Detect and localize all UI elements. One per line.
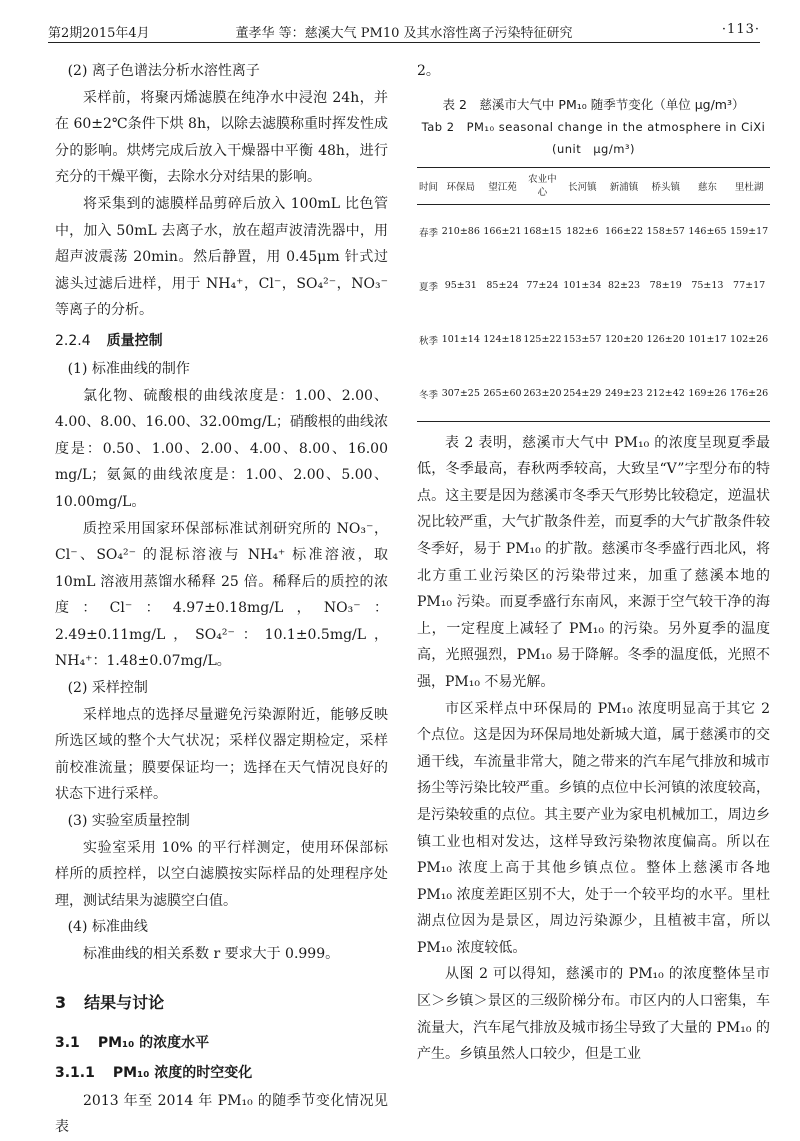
table-cell: 166±21 [483, 226, 522, 238]
table-header-cell: 环保局 [440, 167, 482, 204]
section-title: 结果与讨论 [84, 992, 165, 1012]
paragraph: 采样前，将聚丙烯滤膜在纯净水中浸泡 24h，并在 60±2℃条件下烘 8h，以除去滤膜称重时挥发性成分的影响。烘烤完成后放入干燥器中平衡 48h，进行充分的干燥平衡，去除水分对结果的影响。 [55, 89, 388, 186]
section-heading-2-2-4 [55, 328, 388, 354]
subheading-sampling-control: (2) 采样控制 [67, 680, 148, 697]
table-cell: 85±24 [486, 280, 519, 292]
subheading-ion-chromatography: (2) 离子色谱法分析水溶性离子 [67, 63, 260, 79]
table-cell: 146±65 [688, 226, 727, 238]
table-cell: 75±13 [691, 280, 724, 292]
paragraph: 氯化物、硫酸根的曲线浓度是：1.00、2.00、4.00、8.00、16.00、32.00mg/L；硝酸根的曲线浓度是：0.50、1.00、2.00、4.00、8.00、16.00 mg/L；氨氮的曲线浓度是：1.00、2.00、5.00、10.00mg/L。 [55, 387, 388, 510]
paragraph: 市区采样点中环保局的 PM₁₀ 浓度明显高于其它 2 个点位。这是因为环保局地处新城大道，属于慈溪市的交通干线，车流量非常大，随之带来的汽车尾气排放和城市扬尘等污染比较严重。乡镇的点位中长河镇的浓度较高，是污染较重的点位。其主要产业为家电机械加工，周边乡镇工业也相对发达，这样导致污染物浓度偏高。所以在 PM₁₀ 浓度上高于其他乡镇点位。整体上慈溪市各地 PM₁₀ 浓度差距区别不大，处于一个较平均的水平。里杜湖点位因为是景区，周边污染源少，且植被丰富，所以 PM₁₀ 浓度较低。 [417, 700, 770, 956]
table-cell: 263±20 [523, 367, 561, 422]
table-cell: 126±20 [646, 334, 685, 346]
table-cell: 159±17 [730, 226, 769, 238]
section-title: PM₁₀ 浓度的时空变化 [112, 1064, 253, 1081]
table-header-cell: 望江苑 [482, 167, 524, 204]
page-number: ·113· [721, 22, 760, 37]
table-cell: 82±23 [607, 280, 641, 292]
table-cell: 153±57 [563, 334, 602, 346]
right-column [417, 58, 770, 1115]
table-header-cell: 里杜湖 [728, 167, 770, 204]
running-title: 董孝华 等：慈溪大气 PM10 及其水溶性离子污染特征研究 [235, 26, 573, 41]
seasonal-pm10-table [417, 167, 770, 422]
left-column [55, 58, 388, 1136]
paragraph-continuation: 2。 [417, 63, 440, 79]
table-caption-unit: (unit μg/m³) [551, 141, 636, 156]
table-cell: 77±17 [733, 280, 766, 292]
table-cell: 78±19 [649, 280, 682, 292]
subheading-lab-quality-control: (3) 实验室质量控制 [67, 813, 190, 830]
table-header-cell: 桥头镇 [645, 167, 687, 204]
table-cell: 101±14 [441, 334, 480, 346]
journal-issue: 第2期2015年4月 [48, 26, 150, 41]
table-cell: 249±23 [603, 367, 645, 422]
table-cell: 212±42 [645, 367, 687, 422]
table-cell: 307±25 [440, 367, 482, 422]
table-cell: 春季 [418, 227, 438, 239]
table-header-cell: 新浦镇 [603, 167, 645, 204]
table-cell: 265±60 [482, 367, 524, 422]
table-header-cell: 时间 [417, 167, 440, 204]
paragraph: 2013 年至 2014 年 PM₁₀ 的随季节变化情况见表 [55, 1092, 388, 1136]
table-cell: 176±26 [728, 367, 770, 422]
table-caption-cn: 表 2 慈溪市大气中 PM₁₀ 随季节变化（单位 μg/m³） [442, 96, 745, 112]
table-cell: 冬季 [417, 367, 440, 422]
table-cell: 秋季 [418, 335, 438, 347]
table-row [417, 367, 770, 422]
table-cell: 夏季 [418, 281, 438, 293]
table-cell: 120±20 [604, 334, 644, 346]
table-cell: 158±57 [646, 226, 685, 238]
paragraph: 从图 2 可以得知，慈溪市的 PM₁₀ 的浓度整体呈市区＞乡镇＞景区的三级阶梯分布。市区内的人口密集，车流量大，汽车尾气排放及城市扬尘导致了大量的 PM₁₀ 的产生。乡镇虽然人口较少，但是工业 [417, 966, 770, 1063]
table-row [417, 204, 770, 259]
table-header-cell: 农业中心 [523, 167, 561, 204]
table-cell: 210±86 [441, 226, 480, 238]
table-row [417, 259, 770, 313]
paragraph: 标准曲线的相关系数 r 要求大于 0.999。 [83, 946, 340, 962]
page-header [48, 16, 760, 43]
table-cell: 95±31 [444, 280, 477, 292]
table-header-row [417, 167, 770, 204]
table-cell: 102±26 [730, 334, 769, 346]
table-row [417, 313, 770, 367]
paragraph: 表 2 表明，慈溪市大气中 PM₁₀ 的浓度呈现夏季最低，冬季最高，春秋两季较高，大致呈“V”字型分布的特点。这主要是因为慈溪市冬季天气形势比较稳定，逆温状况比较严重，大气扩散条件差，而夏季的大气扩散条件较冬季好，易于 PM₁₀ 的扩散。慈溪市冬季盛行西北风，将北方重工业污染区的污染带过来，加重了慈溪本地的 PM₁₀ 污染。而夏季盛行东南风，来源于空气较干净的海上，一定程度上减轻了 PM₁₀ 的污染。另外夏季的温度高，光照强烈，PM₁₀ 易于降解。冬季的温度低，光照不强，PM₁₀ 不易光解。 [417, 434, 770, 690]
section-number: 3.1.1 [55, 1064, 95, 1081]
table-cell: 182±6 [566, 226, 599, 238]
table-cell: 168±15 [523, 226, 562, 238]
paragraph: 将采集到的滤膜样品剪碎后放入 100mL 比色管中，加入 50mL 去离子水，放在超声波清洗器中，用超声波震荡 20min。然后静置，用 0.45μm 针式过滤头过滤后进样，用于 NH₄⁺，Cl⁻，SO₄²⁻，NO₃⁻ 等离子的分析。 [55, 195, 388, 319]
subheading-standard-curve-prep: (1) 标准曲线的制作 [67, 360, 190, 377]
section-number: 3 [55, 992, 67, 1012]
paragraph: 实验室采用 10% 的平行样测定，使用环保部标样所的质控样，以空白滤膜按实际样品的处理程序处理，测试结果为滤膜空白值。 [55, 839, 388, 909]
table-cell: 169±26 [687, 367, 729, 422]
table-cell: 124±18 [483, 334, 522, 346]
section-number: 3.1 [55, 1034, 80, 1051]
paragraph: 采样地点的选择尽量避免污染源附近，能够反映所选区域的整个大气状况；采样仪器定期检定，采样前校准流量；膜要保证均一；选择在天气情况良好的状态下进行采样。 [55, 706, 388, 803]
section-title: 质量控制 [106, 332, 163, 349]
table-cell: 101±34 [563, 280, 602, 292]
section-heading-3 [55, 990, 388, 1016]
table-cell: 125±22 [523, 334, 562, 346]
section-heading-3-1 [55, 1030, 388, 1056]
table-header-cell: 长河镇 [562, 167, 604, 204]
table-cell: 254±29 [562, 367, 604, 422]
table-cell: 101±17 [688, 334, 727, 346]
table-header-cell: 慈东 [687, 167, 729, 204]
subheading-standard-curve: (4) 标准曲线 [67, 919, 148, 936]
section-heading-3-1-1 [55, 1060, 388, 1086]
table-cell: 166±22 [604, 226, 644, 238]
table-cell: 77±24 [526, 280, 559, 292]
section-number: 2.2.4 [55, 332, 91, 349]
table-caption-en: Tab 2 PM₁₀ seasonal change in the atmosphere in CiXi [421, 119, 766, 134]
paragraph: 质控采用国家环保部标准试剂研究所的 NO₃⁻，Cl⁻、SO₄²⁻ 的混标溶液与 NH₄⁺ 标准溶液，取 10mL 溶液用蒸馏水稀释 25 倍。稀释后的质控的浓度：Cl⁻：4.97±0.18mg/L，NO₃⁻：2.49±0.11mg/L，SO₄²⁻：10.1±0.5mg/L，NH₄⁺：1.48±0.07mg/L。 [55, 520, 388, 670]
section-title: PM₁₀ 的浓度水平 [97, 1034, 210, 1051]
